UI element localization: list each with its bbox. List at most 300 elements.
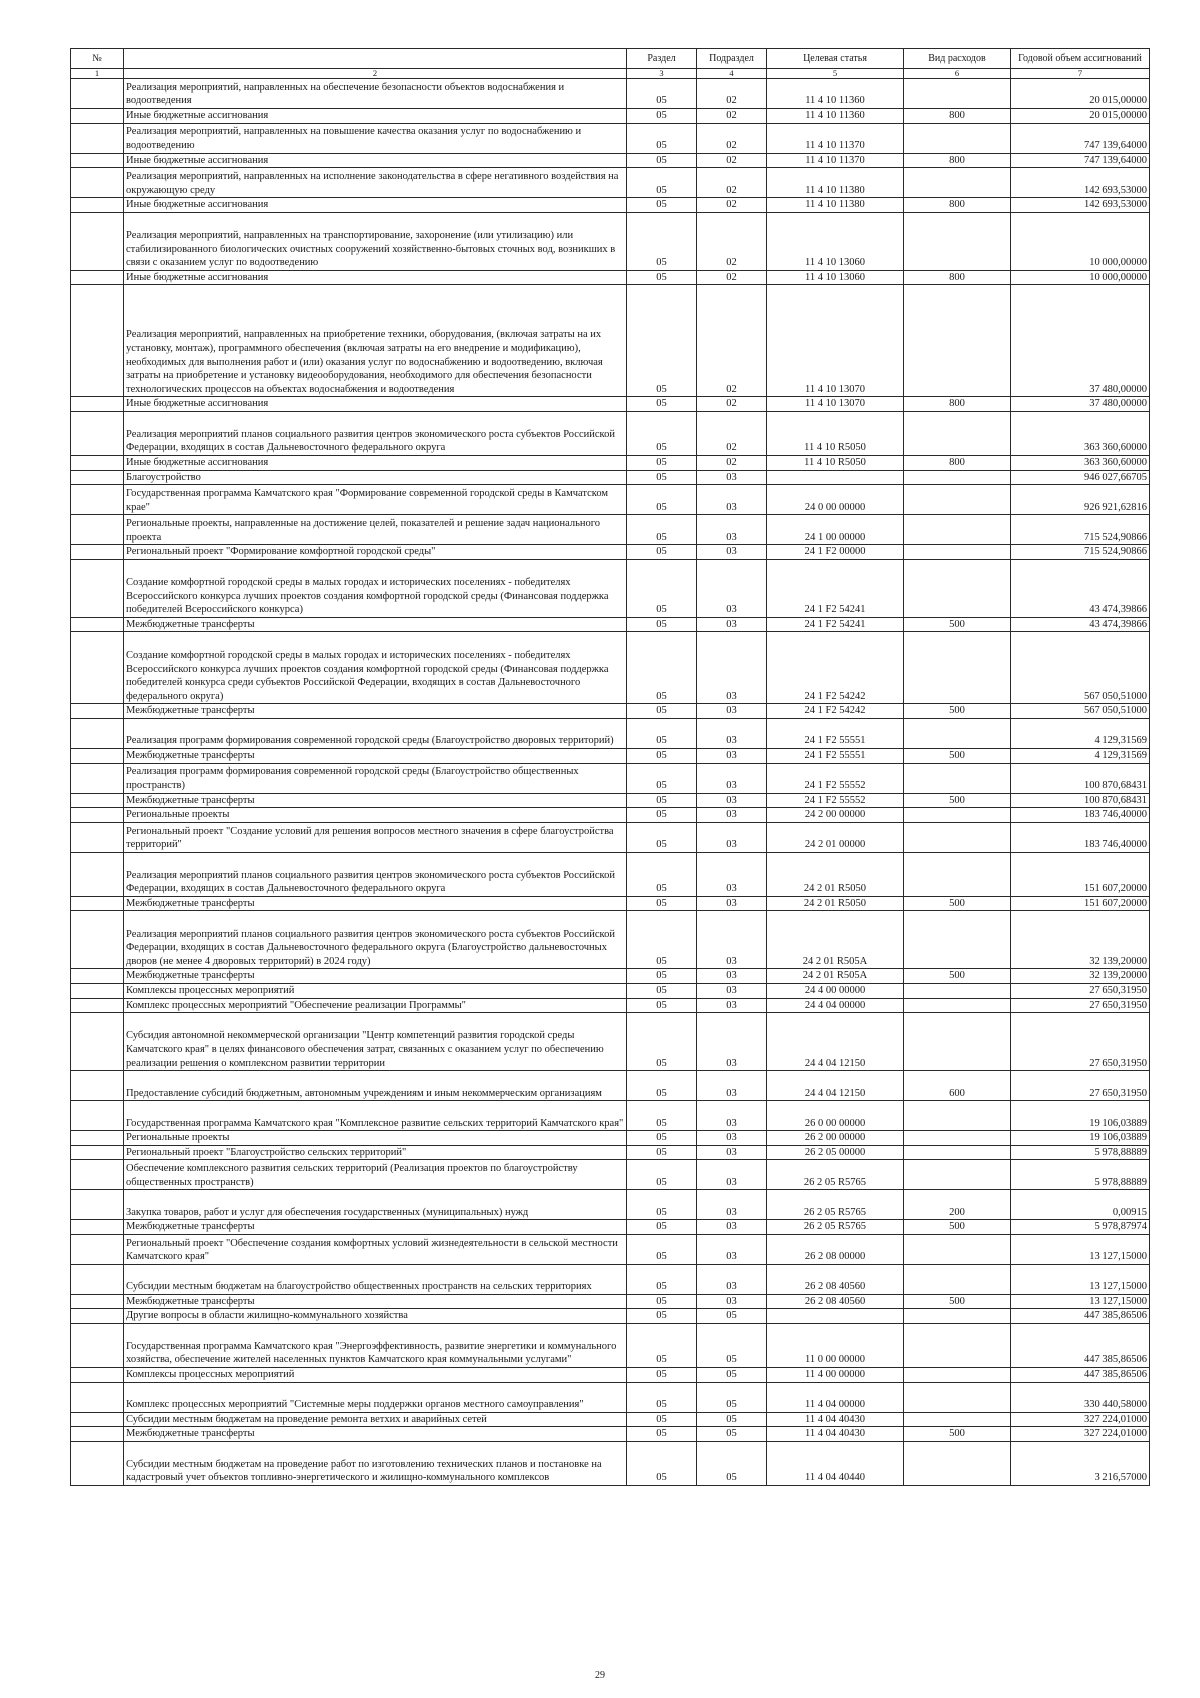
row-number-cell — [71, 822, 124, 852]
row-number-cell — [71, 1131, 124, 1146]
section-code: 05 — [627, 763, 697, 793]
section-code: 05 — [627, 1071, 697, 1101]
row-number-cell — [71, 270, 124, 285]
column-number: 7 — [1011, 69, 1150, 79]
expense-type-code — [904, 1441, 1011, 1485]
subsection-code: 03 — [697, 1071, 767, 1101]
table-row — [71, 852, 1150, 896]
item-name: Государственная программа Камчатского края "Комплексное развитие сельских территорий Камчатского края" — [124, 1101, 627, 1131]
subsection-code: 05 — [697, 1309, 767, 1324]
target-article-code: 24 2 01 00000 — [767, 822, 904, 852]
row-number-cell — [71, 397, 124, 412]
section-code: 05 — [627, 397, 697, 412]
table-row — [71, 1294, 1150, 1309]
subsection-code: 05 — [697, 1412, 767, 1427]
subsection-code: 03 — [697, 1013, 767, 1071]
section-code: 05 — [627, 998, 697, 1013]
target-article-code: 26 2 08 40560 — [767, 1264, 904, 1294]
item-name: Иные бюджетные ассигнования — [124, 455, 627, 470]
section-code: 05 — [627, 1309, 697, 1324]
target-article-code: 24 1 F2 54241 — [767, 559, 904, 617]
subsection-code: 03 — [697, 1160, 767, 1190]
subsection-code: 03 — [697, 1220, 767, 1235]
table-row — [71, 983, 1150, 998]
row-number-cell — [71, 285, 124, 397]
target-article-code: 11 4 10 R5050 — [767, 411, 904, 455]
table-row — [71, 545, 1150, 560]
subsection-code: 02 — [697, 198, 767, 213]
item-name: Межбюджетные трансферты — [124, 1220, 627, 1235]
target-article-code: 11 4 10 R5050 — [767, 455, 904, 470]
column-number: 4 — [697, 69, 767, 79]
subsection-code: 03 — [697, 485, 767, 515]
item-name: Иные бюджетные ассигнования — [124, 109, 627, 124]
header-expense-type: Вид расходов — [904, 49, 1011, 69]
item-name: Другие вопросы в области жилищно-коммунального хозяйства — [124, 1309, 627, 1324]
table-row — [71, 808, 1150, 823]
table-row — [71, 455, 1150, 470]
target-article-code: 26 2 05 R5765 — [767, 1220, 904, 1235]
expense-type-code — [904, 1013, 1011, 1071]
annual-amount: 27 650,31950 — [1011, 1071, 1150, 1101]
item-name: Межбюджетные трансферты — [124, 793, 627, 808]
expense-type-code: 800 — [904, 397, 1011, 412]
target-article-code: 24 4 04 00000 — [767, 998, 904, 1013]
header-number: № — [71, 49, 124, 69]
section-code: 05 — [627, 822, 697, 852]
item-name: Реализация программ формирования современной городской среды (Благоустройство общественных пространств) — [124, 763, 627, 793]
table-row — [71, 485, 1150, 515]
annual-amount: 20 015,00000 — [1011, 79, 1150, 109]
expense-type-code: 500 — [904, 617, 1011, 632]
section-code: 05 — [627, 1131, 697, 1146]
item-name: Реализация программ формирования современной городской среды (Благоустройство дворовых территорий) — [124, 718, 627, 748]
annual-amount: 327 224,01000 — [1011, 1412, 1150, 1427]
header-annual-volume: Годовой объем ассигнований — [1011, 49, 1150, 69]
table-row — [71, 1013, 1150, 1071]
table-row — [71, 212, 1150, 270]
expense-type-code: 800 — [904, 270, 1011, 285]
table-row — [71, 617, 1150, 632]
row-number-cell — [71, 896, 124, 911]
budget-sheet — [70, 48, 1149, 1486]
annual-amount: 27 650,31950 — [1011, 998, 1150, 1013]
target-article-code: 24 2 00 00000 — [767, 808, 904, 823]
subsection-code: 03 — [697, 1145, 767, 1160]
row-number-cell — [71, 212, 124, 270]
column-number: 3 — [627, 69, 697, 79]
column-number-row — [71, 69, 1150, 79]
expense-type-code — [904, 411, 1011, 455]
table-row — [71, 1160, 1150, 1190]
expense-type-code — [904, 718, 1011, 748]
target-article-code: 26 2 05 R5765 — [767, 1190, 904, 1220]
annual-amount: 5 978,88889 — [1011, 1145, 1150, 1160]
row-number-cell — [71, 1071, 124, 1101]
expense-type-code: 200 — [904, 1190, 1011, 1220]
expense-type-code — [904, 79, 1011, 109]
expense-type-code — [904, 168, 1011, 198]
row-number-cell — [71, 1324, 124, 1368]
section-code: 05 — [627, 545, 697, 560]
annual-amount: 13 127,15000 — [1011, 1234, 1150, 1264]
annual-amount: 567 050,51000 — [1011, 632, 1150, 704]
item-name: Межбюджетные трансферты — [124, 896, 627, 911]
target-article-code: 26 2 00 00000 — [767, 1131, 904, 1146]
expense-type-code — [904, 485, 1011, 515]
item-name: Реализация мероприятий, направленных на исполнение законодательства в сфере негативного воздействия на окружающую среду — [124, 168, 627, 198]
expense-type-code — [904, 998, 1011, 1013]
budget-rows — [71, 79, 1150, 1486]
annual-amount: 27 650,31950 — [1011, 983, 1150, 998]
row-number-cell — [71, 1441, 124, 1485]
section-code: 05 — [627, 1382, 697, 1412]
target-article-code: 24 1 00 00000 — [767, 515, 904, 545]
item-name: Реализация мероприятий планов социального развития центров экономического роста субъектов Российской Федерации, входящих в состав Дальневосточного федерального округа — [124, 411, 627, 455]
expense-type-code — [904, 852, 1011, 896]
section-code: 05 — [627, 1145, 697, 1160]
table-row — [71, 704, 1150, 719]
target-article-code — [767, 470, 904, 485]
table-row — [71, 1441, 1150, 1485]
target-article-code — [767, 1309, 904, 1324]
subsection-code: 03 — [697, 793, 767, 808]
annual-amount: 13 127,15000 — [1011, 1294, 1150, 1309]
subsection-code: 03 — [697, 896, 767, 911]
row-number-cell — [71, 1101, 124, 1131]
expense-type-code — [904, 822, 1011, 852]
table-row — [71, 123, 1150, 153]
item-name: Закупка товаров, работ и услуг для обеспечения государственных (муниципальных) нужд — [124, 1190, 627, 1220]
section-code: 05 — [627, 852, 697, 896]
item-name: Региональные проекты — [124, 808, 627, 823]
row-number-cell — [71, 470, 124, 485]
row-number-cell — [71, 1294, 124, 1309]
section-code: 05 — [627, 1441, 697, 1485]
annual-amount: 19 106,03889 — [1011, 1131, 1150, 1146]
section-code: 05 — [627, 470, 697, 485]
item-name: Комплекс процессных мероприятий "Системные меры поддержки органов местного самоуправления" — [124, 1382, 627, 1412]
subsection-code: 03 — [697, 808, 767, 823]
item-name: Комплексы процессных мероприятий — [124, 983, 627, 998]
table-row — [71, 270, 1150, 285]
expense-type-code — [904, 983, 1011, 998]
item-name: Региональные проекты, направленные на достижение целей, показателей и решение задач национального проекта — [124, 515, 627, 545]
target-article-code: 24 1 F2 00000 — [767, 545, 904, 560]
table-row — [71, 1145, 1150, 1160]
annual-amount: 567 050,51000 — [1011, 704, 1150, 719]
expense-type-code: 500 — [904, 793, 1011, 808]
section-code: 05 — [627, 1160, 697, 1190]
annual-amount: 43 474,39866 — [1011, 559, 1150, 617]
target-article-code: 24 1 F2 54242 — [767, 632, 904, 704]
subsection-code: 03 — [697, 718, 767, 748]
annual-amount: 715 524,90866 — [1011, 545, 1150, 560]
expense-type-code: 800 — [904, 153, 1011, 168]
annual-amount: 715 524,90866 — [1011, 515, 1150, 545]
budget-table — [70, 48, 1150, 1486]
section-code: 05 — [627, 153, 697, 168]
table-row — [71, 1131, 1150, 1146]
expense-type-code: 500 — [904, 748, 1011, 763]
table-row — [71, 515, 1150, 545]
header-subsection: Подраздел — [697, 49, 767, 69]
subsection-code: 03 — [697, 515, 767, 545]
table-row — [71, 470, 1150, 485]
subsection-code: 03 — [697, 470, 767, 485]
row-number-cell — [71, 969, 124, 984]
subsection-code: 05 — [697, 1441, 767, 1485]
item-name: Реализация мероприятий, направленных на приобретение техники, оборудования, (включая затраты на их установку, монтаж), программного обеспечения (включая затраты на его внедрение и модификацию), необходимых для выполнения работ и (или) оказания услуг по водоснабжению и водоотведению, включая затраты на приобретение и установку видеооборудования, необходимого для обеспечения безопасности технологических процессов на объектах водоснабжения и водоотведения — [124, 285, 627, 397]
row-number-cell — [71, 632, 124, 704]
row-number-cell — [71, 793, 124, 808]
target-article-code: 11 4 10 13060 — [767, 270, 904, 285]
table-row — [71, 1071, 1150, 1101]
annual-amount: 20 015,00000 — [1011, 109, 1150, 124]
section-code: 05 — [627, 1013, 697, 1071]
column-number: 2 — [124, 69, 627, 79]
row-number-cell — [71, 748, 124, 763]
expense-type-code — [904, 285, 1011, 397]
annual-amount: 183 746,40000 — [1011, 808, 1150, 823]
target-article-code: 26 2 08 00000 — [767, 1234, 904, 1264]
subsection-code: 03 — [697, 1234, 767, 1264]
section-code: 05 — [627, 632, 697, 704]
row-number-cell — [71, 485, 124, 515]
section-code: 05 — [627, 212, 697, 270]
section-code: 05 — [627, 270, 697, 285]
target-article-code: 11 4 04 00000 — [767, 1382, 904, 1412]
section-code: 05 — [627, 617, 697, 632]
section-code: 05 — [627, 515, 697, 545]
item-name: Иные бюджетные ассигнования — [124, 153, 627, 168]
row-number-cell — [71, 718, 124, 748]
annual-amount: 151 607,20000 — [1011, 852, 1150, 896]
target-article-code: 11 4 10 11370 — [767, 153, 904, 168]
subsection-code: 03 — [697, 559, 767, 617]
annual-amount: 32 139,20000 — [1011, 911, 1150, 969]
target-article-code: 26 2 05 R5765 — [767, 1160, 904, 1190]
item-name: Субсидия автономной некоммерческой организации "Центр компетенций развития городской среды Камчатского края" в целях финансового обеспечения затрат, связанных с оказанием услуг по обеспечению реализации решения о комплексном развитии территории — [124, 1013, 627, 1071]
row-number-cell — [71, 559, 124, 617]
row-number-cell — [71, 1190, 124, 1220]
table-row — [71, 748, 1150, 763]
annual-amount: 5 978,87974 — [1011, 1220, 1150, 1235]
table-row — [71, 822, 1150, 852]
target-article-code: 24 1 F2 54242 — [767, 704, 904, 719]
subsection-code: 03 — [697, 1264, 767, 1294]
item-name: Иные бюджетные ассигнования — [124, 198, 627, 213]
subsection-code: 03 — [697, 704, 767, 719]
section-code: 05 — [627, 559, 697, 617]
row-number-cell — [71, 1013, 124, 1071]
section-code: 05 — [627, 748, 697, 763]
row-number-cell — [71, 852, 124, 896]
expense-type-code — [904, 1234, 1011, 1264]
target-article-code: 24 2 01 R5050 — [767, 852, 904, 896]
annual-amount: 142 693,53000 — [1011, 168, 1150, 198]
annual-amount: 27 650,31950 — [1011, 1013, 1150, 1071]
annual-amount: 5 978,88889 — [1011, 1160, 1150, 1190]
section-code: 05 — [627, 1264, 697, 1294]
row-number-cell — [71, 1220, 124, 1235]
annual-amount: 447 385,86506 — [1011, 1324, 1150, 1368]
subsection-code: 03 — [697, 763, 767, 793]
table-row — [71, 153, 1150, 168]
subsection-code: 02 — [697, 79, 767, 109]
annual-amount: 151 607,20000 — [1011, 896, 1150, 911]
table-row — [71, 1427, 1150, 1442]
expense-type-code — [904, 1101, 1011, 1131]
table-row — [71, 1220, 1150, 1235]
item-name: Межбюджетные трансферты — [124, 1294, 627, 1309]
target-article-code: 11 4 04 40430 — [767, 1427, 904, 1442]
subsection-code: 03 — [697, 1294, 767, 1309]
subsection-code: 03 — [697, 911, 767, 969]
row-number-cell — [71, 79, 124, 109]
table-row — [71, 1101, 1150, 1131]
section-code: 05 — [627, 1101, 697, 1131]
annual-amount: 926 921,62816 — [1011, 485, 1150, 515]
expense-type-code — [904, 1264, 1011, 1294]
annual-amount: 100 870,68431 — [1011, 793, 1150, 808]
header-target-article: Целевая статья — [767, 49, 904, 69]
expense-type-code — [904, 1382, 1011, 1412]
subsection-code: 02 — [697, 285, 767, 397]
expense-type-code: 500 — [904, 1427, 1011, 1442]
row-number-cell — [71, 808, 124, 823]
annual-amount: 142 693,53000 — [1011, 198, 1150, 213]
target-article-code: 24 4 00 00000 — [767, 983, 904, 998]
expense-type-code — [904, 632, 1011, 704]
section-code: 05 — [627, 1190, 697, 1220]
row-number-cell — [71, 911, 124, 969]
target-article-code: 26 2 05 00000 — [767, 1145, 904, 1160]
row-number-cell — [71, 1427, 124, 1442]
section-code: 05 — [627, 1368, 697, 1383]
row-number-cell — [71, 198, 124, 213]
column-number: 6 — [904, 69, 1011, 79]
table-row — [71, 109, 1150, 124]
expense-type-code — [904, 911, 1011, 969]
row-number-cell — [71, 617, 124, 632]
subsection-code: 02 — [697, 270, 767, 285]
subsection-code: 05 — [697, 1368, 767, 1383]
row-number-cell — [71, 545, 124, 560]
annual-amount: 363 360,60000 — [1011, 411, 1150, 455]
item-name: Реализация мероприятий, направленных на транспортирование, захоронение (или утилизацию) или стабилизированного биологических очистных сооружений хозяйственно-бытовых сточных вод, возникших в связи с оказанием услуг по водоотведению — [124, 212, 627, 270]
expense-type-code — [904, 1131, 1011, 1146]
section-code: 05 — [627, 485, 697, 515]
subsection-code: 02 — [697, 168, 767, 198]
row-number-cell — [71, 515, 124, 545]
row-number-cell — [71, 123, 124, 153]
item-name: Межбюджетные трансферты — [124, 748, 627, 763]
section-code: 05 — [627, 455, 697, 470]
table-row — [71, 397, 1150, 412]
subsection-code: 02 — [697, 123, 767, 153]
subsection-code: 02 — [697, 397, 767, 412]
row-number-cell — [71, 1382, 124, 1412]
section-code: 05 — [627, 896, 697, 911]
item-name: Региональный проект "Обеспечение создания комфортных условий жизнедеятельности в сельской местности Камчатского края" — [124, 1234, 627, 1264]
subsection-code: 03 — [697, 1101, 767, 1131]
section-code: 05 — [627, 1234, 697, 1264]
expense-type-code — [904, 470, 1011, 485]
expense-type-code: 800 — [904, 198, 1011, 213]
annual-amount: 447 385,86506 — [1011, 1309, 1150, 1324]
table-row — [71, 1190, 1150, 1220]
annual-amount: 747 139,64000 — [1011, 153, 1150, 168]
row-number-cell — [71, 1309, 124, 1324]
subsection-code: 02 — [697, 455, 767, 470]
item-name: Реализация мероприятий, направленных на повышение качества оказания услуг по водоснабжению и водоотведению — [124, 123, 627, 153]
item-name: Региональный проект "Благоустройство сельских территорий" — [124, 1145, 627, 1160]
item-name: Межбюджетные трансферты — [124, 1427, 627, 1442]
table-row — [71, 285, 1150, 397]
expense-type-code — [904, 545, 1011, 560]
subsection-code: 03 — [697, 1131, 767, 1146]
row-number-cell — [71, 998, 124, 1013]
subsection-code: 02 — [697, 153, 767, 168]
row-number-cell — [71, 153, 124, 168]
expense-type-code — [904, 1368, 1011, 1383]
target-article-code: 24 2 01 R5050 — [767, 896, 904, 911]
expense-type-code: 500 — [904, 969, 1011, 984]
table-row — [71, 79, 1150, 109]
section-code: 05 — [627, 983, 697, 998]
target-article-code: 24 1 F2 55552 — [767, 793, 904, 808]
table-row — [71, 411, 1150, 455]
annual-amount: 37 480,00000 — [1011, 285, 1150, 397]
expense-type-code — [904, 123, 1011, 153]
annual-amount: 32 139,20000 — [1011, 969, 1150, 984]
section-code: 05 — [627, 285, 697, 397]
target-article-code: 24 1 F2 55552 — [767, 763, 904, 793]
annual-amount: 363 360,60000 — [1011, 455, 1150, 470]
annual-amount: 13 127,15000 — [1011, 1264, 1150, 1294]
annual-amount: 330 440,58000 — [1011, 1382, 1150, 1412]
item-name: Субсидии местным бюджетам на проведение работ по изготовлению технических планов и постановке на кадастровый учет объектов топливно-энергетического и жилищно-коммунального комплексов — [124, 1441, 627, 1485]
section-code: 05 — [627, 198, 697, 213]
section-code: 05 — [627, 1412, 697, 1427]
annual-amount: 19 106,03889 — [1011, 1101, 1150, 1131]
target-article-code: 11 4 10 13060 — [767, 212, 904, 270]
item-name: Комплекс процессных мероприятий "Обеспечение реализации Программы" — [124, 998, 627, 1013]
section-code: 05 — [627, 1220, 697, 1235]
row-number-cell — [71, 168, 124, 198]
annual-amount: 447 385,86506 — [1011, 1368, 1150, 1383]
column-number: 5 — [767, 69, 904, 79]
subsection-code: 03 — [697, 617, 767, 632]
target-article-code: 11 4 10 11380 — [767, 168, 904, 198]
subsection-code: 02 — [697, 109, 767, 124]
table-row — [71, 559, 1150, 617]
item-name: Реализация мероприятий, направленных на обеспечение безопасности объектов водоснабжения и водоотведения — [124, 79, 627, 109]
item-name: Субсидии местным бюджетам на благоустройство общественных пространств на сельских территориях — [124, 1264, 627, 1294]
annual-amount: 4 129,31569 — [1011, 718, 1150, 748]
item-name: Региональный проект "Создание условий для решения вопросов местного значения в сфере благоустройства территорий" — [124, 822, 627, 852]
target-article-code: 24 1 F2 55551 — [767, 718, 904, 748]
section-code: 05 — [627, 79, 697, 109]
table-row — [71, 1412, 1150, 1427]
section-code: 05 — [627, 808, 697, 823]
target-article-code: 11 4 00 00000 — [767, 1368, 904, 1383]
expense-type-code — [904, 763, 1011, 793]
target-article-code: 11 4 10 13070 — [767, 397, 904, 412]
target-article-code: 26 0 00 00000 — [767, 1101, 904, 1131]
subsection-code: 03 — [697, 983, 767, 998]
